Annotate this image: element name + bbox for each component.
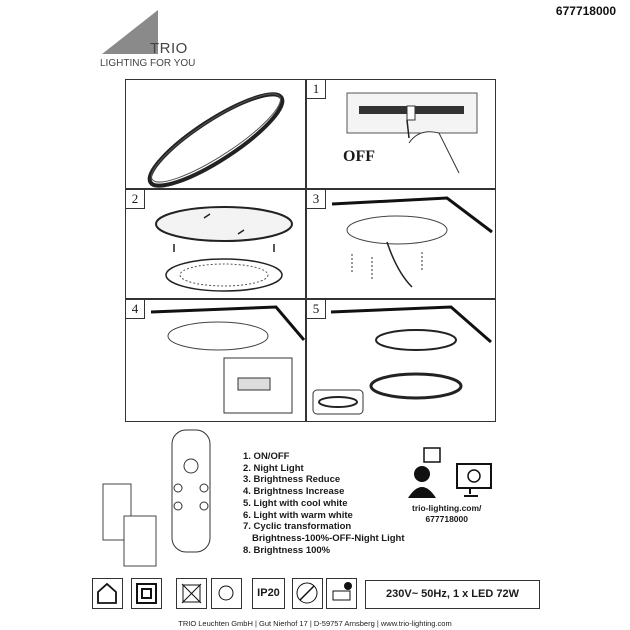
- list-item: 1. ON/OFF: [243, 451, 290, 462]
- support-info-icon: [402, 446, 512, 502]
- list-item: Brightness-100%-OFF-Night Light: [252, 532, 405, 544]
- ip20-icon: [252, 578, 285, 609]
- step-4-panel: [125, 299, 306, 422]
- step-1-panel: [306, 79, 496, 189]
- footer: TRIO Leuchten GmbH | Gut Nierhof 17 | D-59757 Arnsberg | www.trio-lighting.com: [178, 619, 452, 628]
- step-number: 5: [307, 300, 326, 319]
- not-replaceable-icon: [292, 578, 323, 609]
- step-3-panel: [306, 189, 496, 299]
- brand-name: TRIO: [150, 40, 188, 57]
- ip-rating-label: IP20: [257, 587, 280, 599]
- list-item: 8. Brightness 100%: [243, 544, 331, 556]
- switch-off-illustration: [337, 88, 487, 183]
- off-label: OFF: [343, 148, 375, 165]
- list-item: 7. Cyclic transformation: [243, 521, 352, 533]
- electrical-spec: 230V~ 50Hz, 1 x LED 72W: [365, 580, 540, 609]
- website-info: [412, 503, 481, 525]
- step-number: 2: [126, 190, 145, 209]
- driver-icon: [326, 578, 357, 609]
- remote-control-illustration: [100, 428, 225, 570]
- product-panel: [125, 79, 306, 189]
- list-item: 4. Brightness Increase: [243, 486, 345, 498]
- assembly-illustration: [311, 302, 495, 420]
- ceiling-light-illustration: [126, 80, 306, 188]
- brand-tagline: LIGHTING FOR YOU: [100, 58, 196, 69]
- article-number: 677718000: [555, 4, 616, 18]
- list-item: 5. Light with cool white: [243, 497, 348, 509]
- remove-cover-illustration: [146, 200, 301, 298]
- step-5-panel: [306, 299, 496, 422]
- list-item: 6. Light with warm white: [243, 509, 353, 521]
- indoor-use-icon: [92, 578, 123, 609]
- protection-class-2-icon: [131, 578, 162, 609]
- website-link[interactable]: trio-lighting.com/: [412, 503, 482, 513]
- mounting-illustration: [327, 192, 495, 296]
- step-2-panel: [125, 189, 306, 299]
- step-number: 1: [307, 80, 326, 99]
- step-number: 3: [307, 190, 326, 209]
- step-number: 4: [126, 300, 145, 319]
- light-source-icon: [211, 578, 242, 609]
- list-item: 2. Night Light: [243, 462, 304, 474]
- website-article: 677718000: [425, 514, 468, 524]
- wiring-illustration: [146, 302, 306, 420]
- no-dimmer-icon: [176, 578, 207, 609]
- list-item: 3. Brightness Reduce: [243, 474, 341, 486]
- brand-logo: [100, 40, 210, 72]
- remote-function-list: [243, 451, 405, 556]
